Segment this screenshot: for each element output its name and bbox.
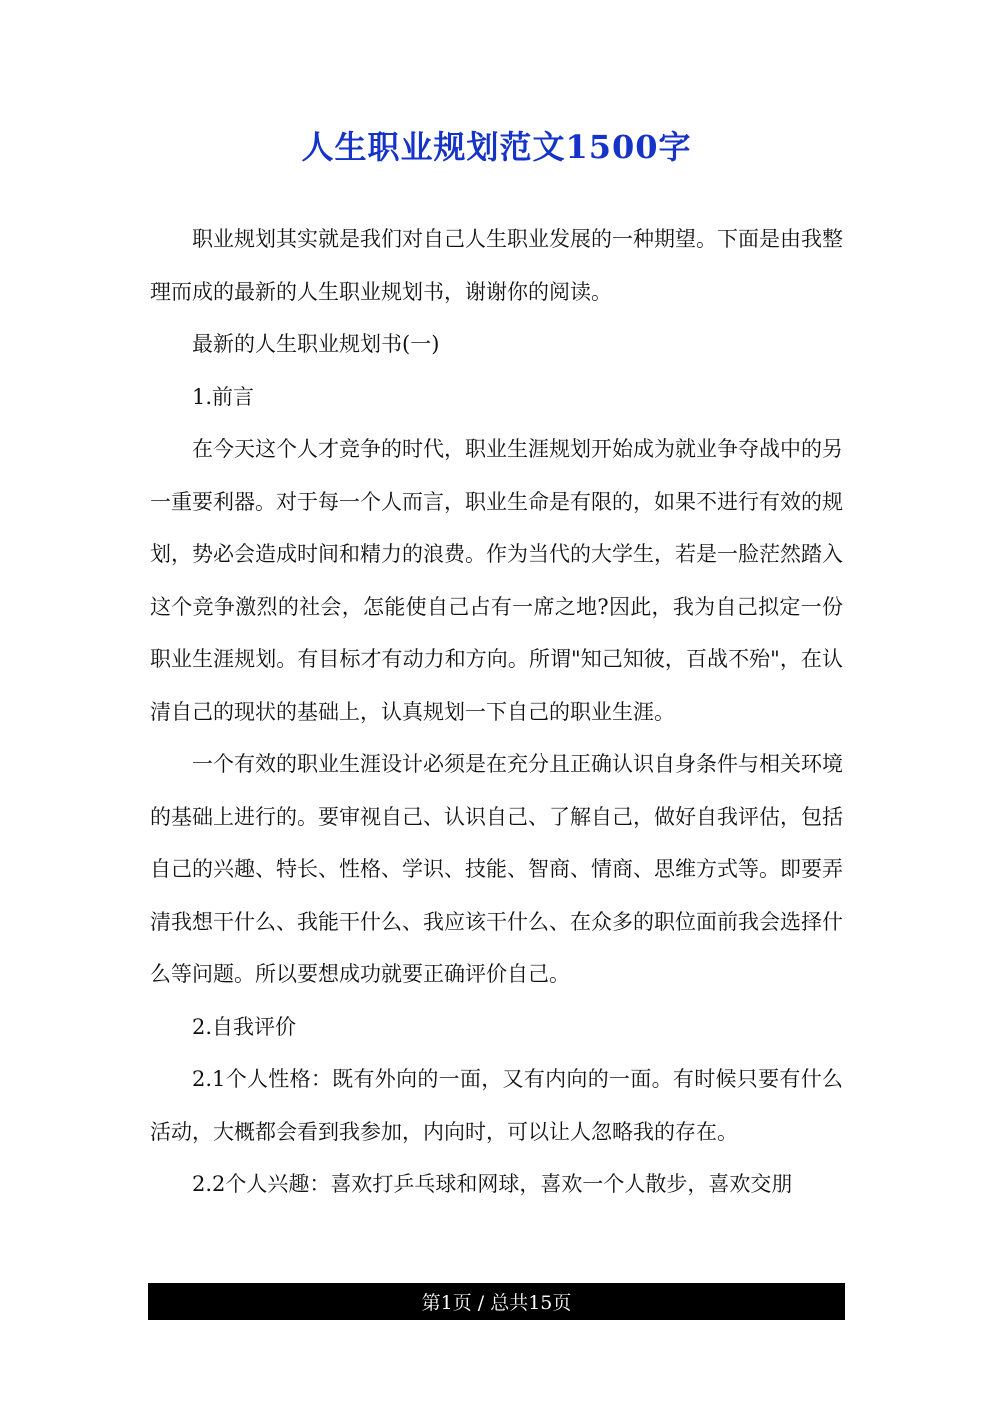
page-number-label: 第1页 / 总共15页 (421, 1292, 572, 1314)
document-title: 人生职业规划范文1500字 (301, 128, 692, 166)
subheading-preface: 1.前言 (192, 384, 255, 409)
section-heading: 最新的人生职业规划书(一) (192, 332, 440, 356)
intro-paragraph: 职业规划其实就是我们对自己人生职业发展的一种期望。下面是由我整理而成的最新的人生职业规划书，谢谢你的阅读。 (150, 227, 843, 304)
subheading-self-evaluation: 2.自我评价 (192, 1014, 297, 1039)
design-paragraph: 一个有效的职业生涯设计必须是在充分且正确认识自身条件与相关环境的基础上进行的。要审视自己、认识自己、了解自己，做好自我评估，包括自己的兴趣、特长、性格、学识、技能、智商、情商、思维方式等。即要弄清我想干什么、我能干什么、我应该干什么、在众多的职位面前我会选择什么等问题。所以要想成功就要正确评价自己。 (150, 752, 843, 986)
interest-paragraph: 2.2个人兴趣：喜欢打乒乓球和网球，喜欢一个人散步，喜欢交朋 (192, 1172, 793, 1196)
personality-paragraph: 2.1个人性格：既有外向的一面，又有内向的一面。有时候只要有什么活动，大概都会看到我参加，内向时，可以让人忽略我的存在。 (150, 1067, 843, 1144)
page-footer (148, 1283, 845, 1320)
document-body (150, 213, 843, 1211)
preface-paragraph: 在今天这个人才竞争的时代，职业生涯规划开始成为就业争夺战中的另一重要利器。对于每一个人而言，职业生命是有限的，如果不进行有效的规划，势必会造成时间和精力的浪费。作为当代的大学生，若是一脸茫然踏入这个竞争激烈的社会，怎能使自己占有一席之地?因此，我为自己拟定一份职业生涯规划。有目标才有动力和方向。所谓"知己知彼，百战不殆"，在认清自己的现状的基础上，认真规划一下自己的职业生涯。 (150, 437, 843, 724)
